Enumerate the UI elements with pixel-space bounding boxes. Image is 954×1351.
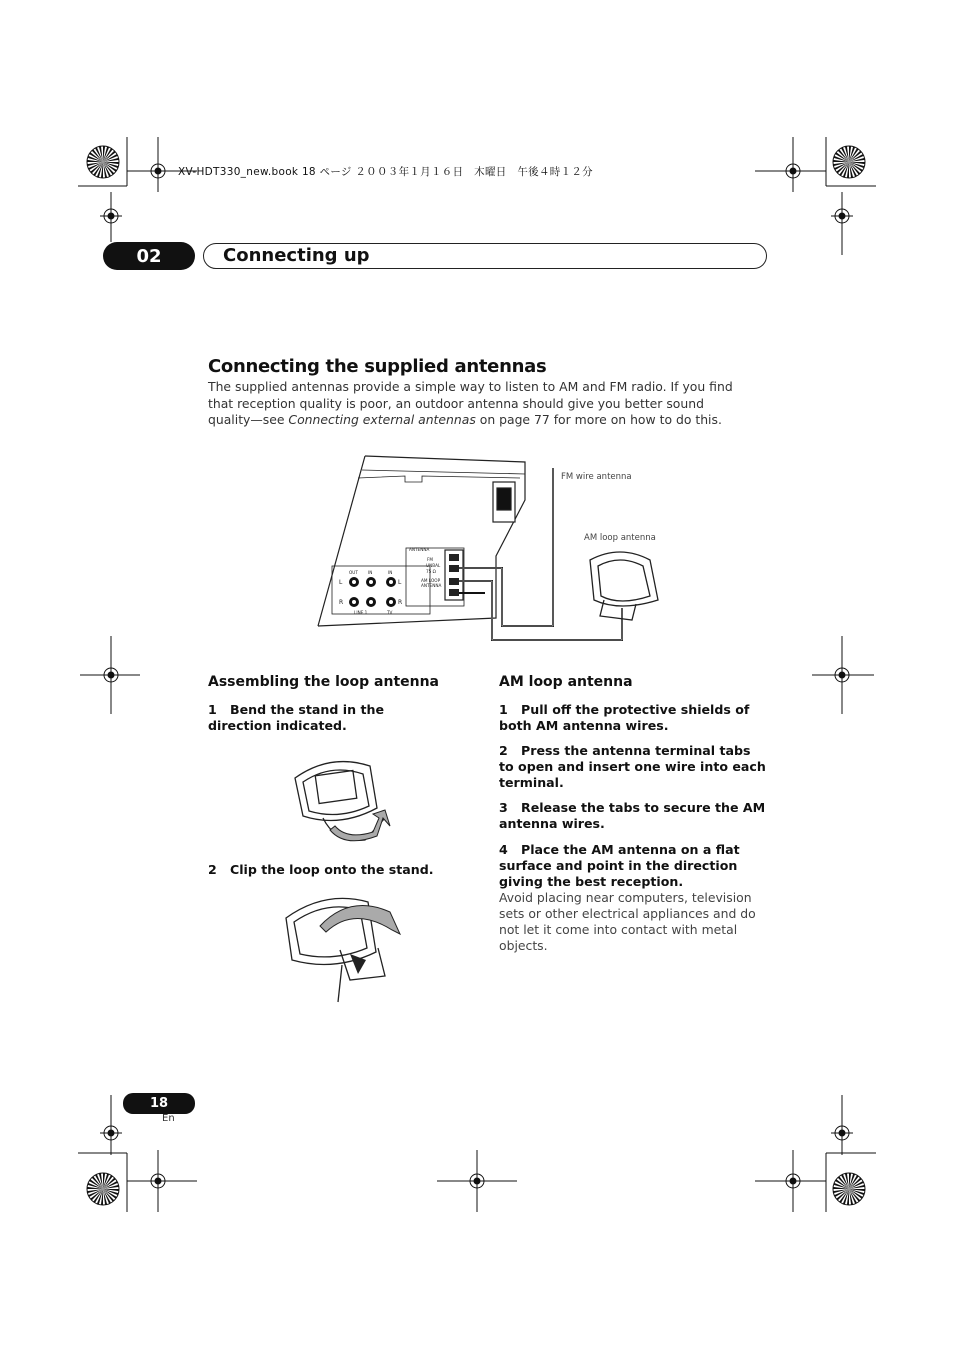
star-wheel-mark bbox=[833, 1173, 865, 1205]
panel-label-antenna-2: ANTENNA bbox=[421, 583, 442, 588]
panel-label-ohm: 75 Ω bbox=[426, 569, 436, 574]
step-number: 1 bbox=[499, 702, 508, 717]
step-text: Press the antenna terminal tabs to open and insert one wire into each terminal. bbox=[499, 743, 766, 790]
am-loop-step-1 bbox=[499, 702, 769, 734]
panel-label-r-1: R bbox=[339, 599, 344, 606]
star-wheel-mark bbox=[87, 1173, 119, 1205]
panel-label-am-loop: AM LOOP bbox=[421, 578, 441, 583]
assembling-step-1 bbox=[208, 702, 448, 734]
panel-label-fm: FM bbox=[427, 557, 434, 562]
fm-antenna-label: FM wire antenna bbox=[561, 472, 632, 482]
antenna-connection-diagram bbox=[310, 448, 670, 658]
step-number: 2 bbox=[208, 862, 217, 877]
book-file-header: XV-HDT330_new.book 18 ページ ２００３年１月１６日 木曜日 午後４時１２分 bbox=[178, 166, 593, 178]
chapter-title: Connecting up bbox=[223, 245, 370, 266]
am-loop-placement-note: Avoid placing near computers, television sets or other electrical appliances and do not let it come into contact with metal objects. bbox=[499, 890, 756, 953]
step-text: Release the tabs to secure the AM antenna wires. bbox=[499, 800, 766, 831]
am-loop-step-2 bbox=[499, 743, 769, 791]
step-text: Pull off the protective shields of both AM antenna wires. bbox=[499, 702, 750, 733]
page-language: En bbox=[162, 1113, 175, 1124]
assembling-title: Assembling the loop antenna bbox=[208, 674, 440, 690]
step-number: 4 bbox=[499, 842, 508, 857]
step-number: 1 bbox=[208, 702, 217, 717]
chapter-number-badge: 02 bbox=[103, 242, 195, 270]
section-intro bbox=[208, 379, 748, 429]
panel-label-in-1: IN bbox=[368, 570, 373, 575]
step-number: 2 bbox=[499, 743, 508, 758]
intro-cross-reference: Connecting external antennas bbox=[288, 412, 476, 427]
star-wheel-mark bbox=[87, 146, 119, 178]
step-text: Bend the stand in the direction indicated. bbox=[208, 702, 384, 733]
am-loop-step-3 bbox=[499, 800, 769, 832]
step-text: Clip the loop onto the stand. bbox=[230, 862, 434, 877]
star-wheel-mark bbox=[833, 146, 865, 178]
panel-label-l-1: L bbox=[339, 579, 343, 586]
am-loop-step-4 bbox=[499, 842, 769, 890]
assembling-step-2 bbox=[208, 862, 448, 878]
panel-label-unbal: UNBAL bbox=[426, 563, 441, 568]
panel-label-l-2: L bbox=[398, 579, 402, 586]
intro-text-before: The supplied antennas provide a simple way to listen to AM and FM radio. If you find that reception quality is poor, an outdoor antenna should give you better sound quality—see bbox=[208, 379, 733, 427]
panel-label-antenna: ANTENNA bbox=[409, 547, 430, 552]
panel-label-r-2: R bbox=[398, 599, 403, 606]
panel-label-in-2: IN bbox=[388, 570, 393, 575]
chapter-title-bar bbox=[203, 243, 767, 269]
intro-text-after: on page 77 for more on how to do this. bbox=[475, 412, 722, 427]
section-title: Connecting the supplied antennas bbox=[208, 356, 547, 377]
panel-label-out: OUT bbox=[349, 570, 358, 575]
panel-label-line-1: LINE 1 bbox=[354, 610, 368, 615]
am-loop-title: AM loop antenna bbox=[499, 674, 633, 690]
am-antenna-label: AM loop antenna bbox=[584, 533, 656, 543]
page-number-badge: 18 bbox=[123, 1093, 195, 1114]
bend-stand-illustration bbox=[285, 748, 400, 853]
step-text: Place the AM antenna on a flat surface and point in the direction giving the best reception. bbox=[499, 842, 740, 889]
step-number: 3 bbox=[499, 800, 508, 815]
panel-label-tv: TV bbox=[387, 610, 393, 615]
clip-loop-illustration bbox=[280, 890, 405, 1005]
